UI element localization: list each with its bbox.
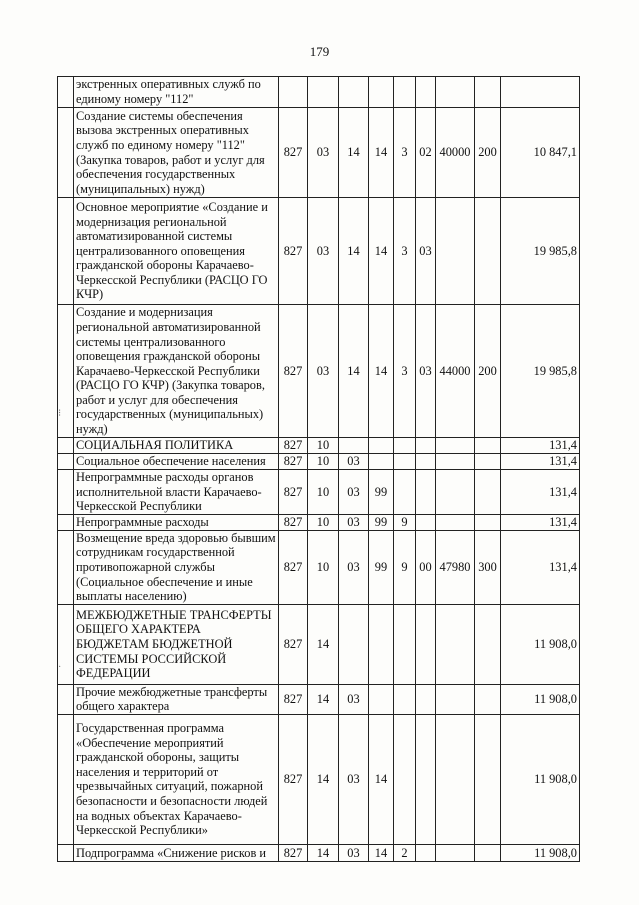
- col-subsection: [339, 77, 369, 108]
- col-code-subprogram: [394, 470, 416, 515]
- col-admin: 827: [279, 514, 308, 530]
- col-amount: 19 985,8: [501, 198, 580, 305]
- col-code-subprogram: [394, 454, 416, 470]
- table-row: [58, 454, 580, 470]
- col-code-direction: [436, 714, 475, 844]
- col-expense-type: [475, 714, 501, 844]
- col-blank: [58, 530, 74, 604]
- col-section: 14: [308, 684, 339, 714]
- col-expense-type: [475, 77, 501, 108]
- col-expense-type: [475, 198, 501, 305]
- col-code-event: [416, 454, 436, 470]
- col-code-program: [369, 604, 394, 684]
- row-name: Прочие межбюджетные трансферты общего характера: [74, 684, 279, 714]
- col-admin: 827: [279, 305, 308, 438]
- col-amount: 11 908,0: [501, 604, 580, 684]
- row-name: Основное мероприятие «Создание и модернизация региональной автоматизированной системы централизованного оповещения гражданской обороны Карачаево-Черкесской Республики (РАСЦО ГО КЧР): [74, 198, 279, 305]
- col-code-program: [369, 454, 394, 470]
- col-code-program: 14: [369, 844, 394, 861]
- col-code-direction: [436, 438, 475, 454]
- col-subsection: 03: [339, 454, 369, 470]
- col-code-subprogram: 3: [394, 305, 416, 438]
- col-blank: [58, 438, 74, 454]
- col-admin: 827: [279, 684, 308, 714]
- row-name: Создание системы обеспечения вызова экстренных оперативных служб по единому номеру "112" (Закупка товаров, работ и услуг для обеспечения государственных (муниципальных) нужд): [74, 108, 279, 198]
- col-code-event: 03: [416, 305, 436, 438]
- table-row: [58, 714, 580, 844]
- col-code-program: 14: [369, 714, 394, 844]
- table-row: [58, 684, 580, 714]
- col-amount: 11 908,0: [501, 684, 580, 714]
- col-blank: [58, 844, 74, 861]
- col-section: 10: [308, 454, 339, 470]
- margin-mark: ⁝: [58, 408, 62, 419]
- col-code-event: [416, 438, 436, 454]
- col-code-program: 14: [369, 108, 394, 198]
- col-code-direction: [436, 454, 475, 470]
- col-code-event: 00: [416, 530, 436, 604]
- margin-mark: ·: [58, 662, 62, 673]
- col-expense-type: [475, 684, 501, 714]
- page-number: 179: [309, 44, 330, 59]
- col-expense-type: [475, 470, 501, 515]
- table-row: [58, 470, 580, 515]
- col-code-program: [369, 438, 394, 454]
- col-amount: 11 908,0: [501, 714, 580, 844]
- col-admin: 827: [279, 438, 308, 454]
- col-subsection: 03: [339, 684, 369, 714]
- col-section: 14: [308, 844, 339, 861]
- col-expense-type: 200: [475, 305, 501, 438]
- col-expense-type: [475, 454, 501, 470]
- col-section: 14: [308, 714, 339, 844]
- col-code-subprogram: [394, 604, 416, 684]
- table-row: [58, 305, 580, 438]
- col-section: 10: [308, 470, 339, 515]
- row-name: Непрограммные расходы: [74, 514, 279, 530]
- table-row: [58, 77, 580, 108]
- table-row: [58, 514, 580, 530]
- col-subsection: 03: [339, 530, 369, 604]
- col-code-program: 99: [369, 470, 394, 515]
- col-admin: 827: [279, 714, 308, 844]
- col-code-direction: 47980: [436, 530, 475, 604]
- col-code-program: [369, 684, 394, 714]
- table-row: [58, 108, 580, 198]
- col-admin: [279, 77, 308, 108]
- col-code-subprogram: [394, 714, 416, 844]
- budget-table: [57, 76, 580, 862]
- col-admin: 827: [279, 604, 308, 684]
- row-name: Подпрограмма «Снижение рисков и: [74, 844, 279, 861]
- col-subsection: 03: [339, 470, 369, 515]
- col-amount: 131,4: [501, 438, 580, 454]
- col-code-subprogram: 3: [394, 198, 416, 305]
- col-section: 10: [308, 530, 339, 604]
- row-name: экстренных оперативных служб по единому номеру "112": [74, 77, 279, 108]
- col-code-event: [416, 604, 436, 684]
- col-code-subprogram: 9: [394, 514, 416, 530]
- col-section: 03: [308, 108, 339, 198]
- col-code-event: [416, 684, 436, 714]
- col-amount: 19 985,8: [501, 305, 580, 438]
- col-expense-type: [475, 514, 501, 530]
- col-blank: [58, 470, 74, 515]
- col-admin: 827: [279, 470, 308, 515]
- col-code-direction: [436, 198, 475, 305]
- col-code-event: 02: [416, 108, 436, 198]
- col-admin: 827: [279, 454, 308, 470]
- col-code-event: [416, 514, 436, 530]
- row-name: Государственная программа «Обеспечение мероприятий гражданской обороны, защиты населения и территорий от чрезвычайных ситуаций, пожарной безопасности и безопасности людей на водных объектах Карачаево-Черкесской Республики»: [74, 714, 279, 844]
- col-amount: 131,4: [501, 454, 580, 470]
- table-row: [58, 438, 580, 454]
- col-code-direction: [436, 604, 475, 684]
- row-name: МЕЖБЮДЖЕТНЫЕ ТРАНСФЕРТЫ ОБЩЕГО ХАРАКТЕРА БЮДЖЕТАМ БЮДЖЕТНОЙ СИСТЕМЫ РОССИЙСКОЙ ФЕДЕРАЦИИ: [74, 604, 279, 684]
- col-code-event: 03: [416, 198, 436, 305]
- col-subsection: 14: [339, 305, 369, 438]
- col-expense-type: 300: [475, 530, 501, 604]
- col-amount: 10 847,1: [501, 108, 580, 198]
- col-subsection: 14: [339, 108, 369, 198]
- col-blank: [58, 108, 74, 198]
- col-expense-type: 200: [475, 108, 501, 198]
- col-code-subprogram: 9: [394, 530, 416, 604]
- col-code-direction: [436, 77, 475, 108]
- col-amount: 131,4: [501, 530, 580, 604]
- row-name: СОЦИАЛЬНАЯ ПОЛИТИКА: [74, 438, 279, 454]
- col-subsection: [339, 604, 369, 684]
- col-section: 14: [308, 604, 339, 684]
- col-code-direction: [436, 844, 475, 861]
- col-code-direction: [436, 470, 475, 515]
- table-row: [58, 604, 580, 684]
- row-name: Социальное обеспечение населения: [74, 454, 279, 470]
- col-section: [308, 77, 339, 108]
- col-blank: [58, 198, 74, 305]
- col-admin: 827: [279, 530, 308, 604]
- col-expense-type: [475, 604, 501, 684]
- col-code-subprogram: [394, 438, 416, 454]
- col-subsection: 14: [339, 198, 369, 305]
- col-code-subprogram: [394, 684, 416, 714]
- col-code-program: 99: [369, 530, 394, 604]
- col-subsection: 03: [339, 714, 369, 844]
- col-blank: [58, 684, 74, 714]
- table-row: [58, 844, 580, 861]
- col-blank: [58, 514, 74, 530]
- col-subsection: 03: [339, 514, 369, 530]
- row-name: Непрограммные расходы органов исполнительной власти Карачаево-Черкесской Республики: [74, 470, 279, 515]
- col-amount: 131,4: [501, 470, 580, 515]
- col-expense-type: [475, 844, 501, 861]
- col-subsection: [339, 438, 369, 454]
- col-code-subprogram: [394, 77, 416, 108]
- row-name: Возмещение вреда здоровью бывшим сотрудникам государственной противопожарной службы (Социальное обеспечение и иные выплаты населению): [74, 530, 279, 604]
- col-blank: [58, 454, 74, 470]
- col-code-event: [416, 470, 436, 515]
- col-code-subprogram: 3: [394, 108, 416, 198]
- table-row: [58, 530, 580, 604]
- col-amount: [501, 77, 580, 108]
- col-section: 10: [308, 514, 339, 530]
- col-blank: [58, 714, 74, 844]
- col-code-program: 99: [369, 514, 394, 530]
- col-code-direction: 40000: [436, 108, 475, 198]
- col-code-subprogram: 2: [394, 844, 416, 861]
- col-code-direction: 44000: [436, 305, 475, 438]
- col-code-event: [416, 844, 436, 861]
- col-expense-type: [475, 438, 501, 454]
- col-code-direction: [436, 514, 475, 530]
- col-blank: [58, 77, 74, 108]
- col-code-event: [416, 77, 436, 108]
- col-code-program: [369, 77, 394, 108]
- col-code-event: [416, 714, 436, 844]
- col-code-direction: [436, 684, 475, 714]
- col-code-program: 14: [369, 305, 394, 438]
- col-admin: 827: [279, 108, 308, 198]
- col-code-program: 14: [369, 198, 394, 305]
- col-admin: 827: [279, 844, 308, 861]
- col-section: 03: [308, 305, 339, 438]
- col-amount: 131,4: [501, 514, 580, 530]
- col-amount: 11 908,0: [501, 844, 580, 861]
- col-section: 03: [308, 198, 339, 305]
- table-row: [58, 198, 580, 305]
- col-section: 10: [308, 438, 339, 454]
- col-subsection: 03: [339, 844, 369, 861]
- col-admin: 827: [279, 198, 308, 305]
- row-name: Создание и модернизация региональной автоматизированной системы централизованного оповещения гражданской обороны Карачаево-Черкесской Республики (РАСЦО ГО КЧР) (Закупка товаров, работ и услуг для обеспечения государственных (муниципальных) нужд): [74, 305, 279, 438]
